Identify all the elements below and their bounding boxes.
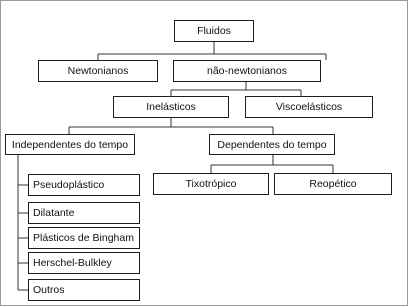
node-tixotropico: Tixotrópico [153, 173, 269, 195]
node-dilatante: Dilatante [28, 202, 140, 224]
node-dependentes-do-tempo: Dependentes do tempo [209, 134, 335, 155]
node-viscoelasticos: Viscoelásticos [245, 96, 373, 118]
node-outros: Outros [28, 279, 140, 301]
node-nao-newtonianos: não-newtonianos [173, 60, 321, 82]
node-plasticos-de-bingham: Plásticos de Bingham [28, 227, 140, 249]
node-fluidos: Fluidos [174, 20, 254, 42]
node-reopetico: Reopético [274, 173, 392, 195]
node-independentes-do-tempo: Independentes do tempo [5, 134, 135, 155]
node-inelasticos: Inelásticos [113, 96, 229, 118]
node-pseudoplastico: Pseudoplástico [28, 174, 140, 196]
node-herschel-bulkley: Herschel-Bulkley [28, 252, 140, 274]
node-newtonianos: Newtonianos [38, 60, 158, 82]
